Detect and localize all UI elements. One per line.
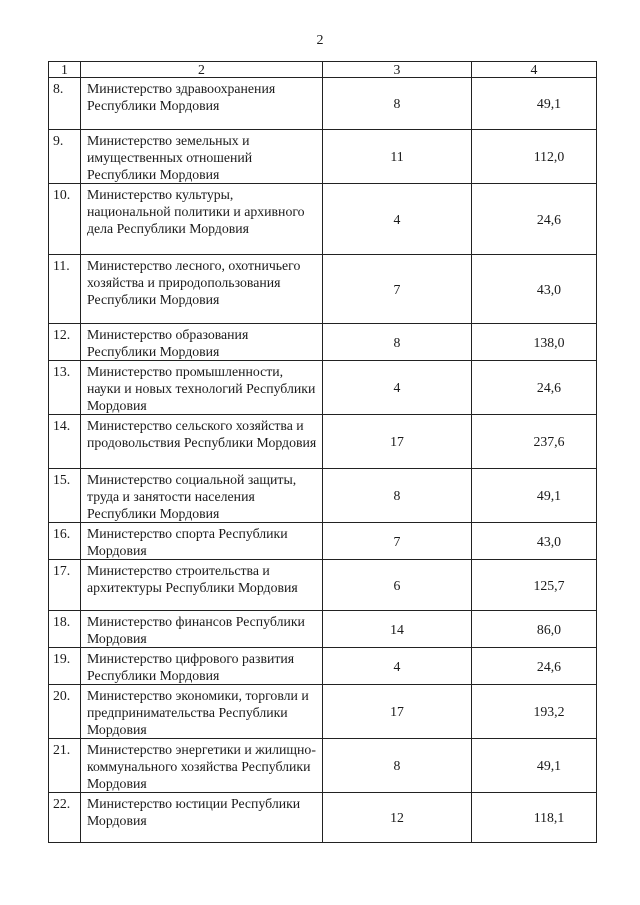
ministry-name: Министерство культуры, национальной политики и архивного дела Республики Мордовия — [81, 184, 323, 255]
amount-cell: 49,1 — [472, 78, 597, 130]
table-row — [49, 255, 597, 324]
ministry-name: Министерство образования Республики Мордовия — [81, 324, 323, 361]
header-row — [49, 62, 597, 78]
table-row — [49, 648, 597, 685]
amount-cell: 125,7 — [472, 560, 597, 611]
table-row — [49, 685, 597, 739]
row-number: 9. — [49, 130, 81, 184]
ministry-name: Министерство здравоохранения Республики Мордовия — [81, 78, 323, 130]
table-row — [49, 611, 597, 648]
count-cell: 7 — [323, 523, 472, 560]
count-cell: 11 — [323, 130, 472, 184]
amount-cell: 237,6 — [472, 415, 597, 469]
table-row — [49, 324, 597, 361]
amount-cell: 43,0 — [472, 255, 597, 324]
table-row — [49, 739, 597, 793]
ministry-name: Министерство лесного, охотничьего хозяйства и природопользования Республики Мордовия — [81, 255, 323, 324]
table-row — [49, 361, 597, 415]
row-number: 22. — [49, 793, 81, 843]
row-number: 21. — [49, 739, 81, 793]
column-header-4: 4 — [472, 62, 597, 78]
row-number: 13. — [49, 361, 81, 415]
row-number: 11. — [49, 255, 81, 324]
amount-cell: 138,0 — [472, 324, 597, 361]
ministry-name: Министерство социальной защиты, труда и занятости населения Республики Мордовия — [81, 469, 323, 523]
ministry-name: Министерство строительства и архитектуры Республики Мордовия — [81, 560, 323, 611]
table-row — [49, 469, 597, 523]
ministry-name: Министерство сельского хозяйства и продовольствия Республики Мордовия — [81, 415, 323, 469]
page-number: 2 — [316, 33, 324, 48]
amount-cell: 49,1 — [472, 739, 597, 793]
row-number: 15. — [49, 469, 81, 523]
table-row — [49, 130, 597, 184]
count-cell: 6 — [323, 560, 472, 611]
row-number: 12. — [49, 324, 81, 361]
count-cell: 17 — [323, 415, 472, 469]
column-header-2: 2 — [81, 62, 323, 78]
ministry-name: Министерство промышленности, науки и новых технологий Республики Мордовия — [81, 361, 323, 415]
ministry-name: Министерство финансов Республики Мордовия — [81, 611, 323, 648]
count-cell: 4 — [323, 361, 472, 415]
row-number: 19. — [49, 648, 81, 685]
table-row — [49, 560, 597, 611]
amount-cell: 118,1 — [472, 793, 597, 843]
amount-cell: 49,1 — [472, 469, 597, 523]
table-row — [49, 415, 597, 469]
row-number: 16. — [49, 523, 81, 560]
count-cell: 7 — [323, 255, 472, 324]
column-header-3: 3 — [323, 62, 472, 78]
ministry-name: Министерство юстиции Республики Мордовия — [81, 793, 323, 843]
amount-cell: 193,2 — [472, 685, 597, 739]
ministry-table — [48, 61, 597, 843]
column-header-1: 1 — [49, 62, 81, 78]
table-row — [49, 523, 597, 560]
count-cell: 8 — [323, 324, 472, 361]
row-number: 17. — [49, 560, 81, 611]
ministry-name: Министерство энергетики и жилищно-коммунального хозяйства Республики Мордовия — [81, 739, 323, 793]
amount-cell: 43,0 — [472, 523, 597, 560]
row-number: 8. — [49, 78, 81, 130]
row-number: 18. — [49, 611, 81, 648]
amount-cell: 24,6 — [472, 184, 597, 255]
count-cell: 12 — [323, 793, 472, 843]
count-cell: 8 — [323, 78, 472, 130]
count-cell: 8 — [323, 739, 472, 793]
amount-cell: 112,0 — [472, 130, 597, 184]
row-number: 14. — [49, 415, 81, 469]
table-row — [49, 184, 597, 255]
count-cell: 8 — [323, 469, 472, 523]
amount-cell: 24,6 — [472, 361, 597, 415]
count-cell: 4 — [323, 184, 472, 255]
count-cell: 4 — [323, 648, 472, 685]
amount-cell: 86,0 — [472, 611, 597, 648]
ministry-name: Министерство спорта Республики Мордовия — [81, 523, 323, 560]
ministry-name: Министерство цифрового развития Республики Мордовия — [81, 648, 323, 685]
count-cell: 17 — [323, 685, 472, 739]
table-row — [49, 78, 597, 130]
count-cell: 14 — [323, 611, 472, 648]
row-number: 10. — [49, 184, 81, 255]
table-row — [49, 793, 597, 843]
amount-cell: 24,6 — [472, 648, 597, 685]
ministry-name: Министерство экономики, торговли и предпринимательства Республики Мордовия — [81, 685, 323, 739]
ministry-name: Министерство земельных и имущественных отношений Республики Мордовия — [81, 130, 323, 184]
row-number: 20. — [49, 685, 81, 739]
